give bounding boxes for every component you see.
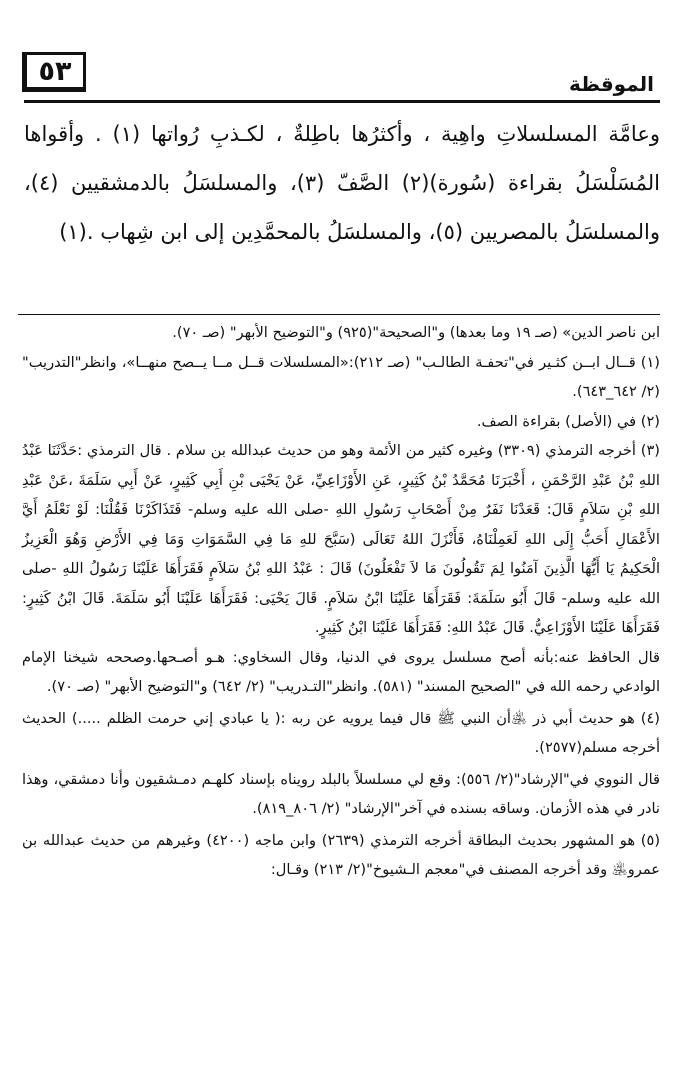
- footnote-separator: [18, 314, 660, 315]
- footnote-2: (٢) في (الأصل) بقراءة الصف.: [476, 412, 660, 430]
- footnotes: [22, 318, 660, 885]
- footnote-continuation: ابن ناصر الدين» (صـ ١٩ وما بعدها) و"الصحيحة"(٩٢٥) و"التوضيح الأبهر" (صـ ٧٠).: [172, 324, 660, 341]
- header-rule: [24, 100, 660, 103]
- footnote-5: (٥) هو المشهور بحديث البطاقة أخرجه الترمذي (٢٦٣٩) وابن ماجه (٤٢٠٠) وغيرهم من حديث عبدالله بن عمرو﵁ وقد أخرجه المصنف في"معجم الـشيوخ"(٢/ ٢١٣) وقـال:: [22, 831, 661, 878]
- footnote-3: (٣) أخرجه الترمذي (٣٣٠٩) وغيره كثير من الأئمة وهو من حديث عبدالله بن سلام . قال الترمذي :حَدَّثَنَا عَبْدُ اللهِ بْنُ عَبْدِ الرَّحْمَنِ ، أَخْبَرَنَا مُحَمَّدُ بْنُ كَثِيرٍ، عَنِ الأَوْزَاعِيِّ، عَنْ يَحْيَى بْنِ أَبِي كَثِيرٍ، عَنْ أَبِي سَلَمَةَ ،عَنْ عَبْدِ اللهِ بْنِ سَلاَمٍ قَالَ: قَعَدْنَا نَفَرٌ مِنْ أَصْحَابِ رَسُولِ اللهِ -صلى الله عليه وسلم- فَتَذَاكَرْنَا فَقُلْنَا: لَوْ نَعْلَمُ أَيَّ الأَعْمَالِ أَحَبُّ إِلَى اللهِ لَعَمِلْنَاهُ، فَأَنْزَلَ اللهُ تَعَالَى (سَبَّحَ للهِ مَا فِي السَّمَوَاتِ وَمَا فِي الأَرْضِ وَهُوَ الْعَزِيزُ الْحَكِيمُ يَا أَيُّهَا الَّذِينَ آمَنُوا لِمَ تَقُولُونَ مَا لاَ تَفْعَلُونَ) قَالَ : عَبْدُ اللهِ بْنُ سَلاَمٍ فَقَرَأَهَا عَلَيْنَا رَسُولُ اللهِ -صلى الله عليه وسلم- قَالَ أَبُو سَلَمَةَ: فَقَرَأَهَا عَلَيْنَا ابْنُ سَلاَمٍ. قَالَ يَحْيَى: فَقَرَأَهَا عَلَيْنَا أَبُو سَلَمَةَ. قَالَ ابْنُ كَثِيرٍ: فَقَرَأَهَا عَلَيْنَا الأَوْزَاعِيُّ. قَالَ عَبْدُ اللهِ: فَقَرَأَهَا عَلَيْنَا ابْنُ كَثِيرٍ.: [22, 442, 660, 636]
- footnote-1: (١) قــال ابــن كثـير في"تحفـة الطالـب" (صـ ٢١٢):«المسلسلات قــل مــا يــصح منهــا»، وانظر"التدريب" (٢/ ٦٤٢_٦٤٣).: [22, 353, 660, 400]
- main-text: [24, 110, 660, 257]
- main-paragraph: وعامَّة المسلسلاتِ واهِية ، وأكثرُها باطِلةٌ ، لكـذبِ رُواتها (١) . وأقواها المُسَلْسَلُ بقراءة (سُورة)(٢) الصَّفّ (٣)، والمسلسَلُ بالدمشقيين (٤)، والمسلسَلُ بالمصريين (٥)، والمسلسَلُ بالمحمَّدِين إلى ابن شِهاب .(١): [24, 122, 660, 244]
- footnote-4-note: قال النووي في"الإرشاد"(٢/ ٥٥٦): وقع لي مسلسلاً بالبلد رويناه بإسناد كلهـم دمـشقيون وأنا دمشقي، وهذا نادر في هذه الأزمان. وساقه بسنده في آخر"الإرشاد" (٢/ ٨٠٦_٨١٩).: [22, 770, 660, 817]
- page-number: ٥٣: [38, 55, 72, 87]
- footnote-3-note: قال الحافظ عنه:بأنه أصح مسلسل يروى في الدنيا، وقال السخاوي: هـو أصـحها.وصححه شيخنا الإمام الوادعي رحمه الله في "الصحيح المسند" (٥٨١). وانظر"التـدريب" (٢/ ٦٤٢) و"التوضيح الأبهر" (صـ ٧٠).: [22, 648, 660, 695]
- footnote-4: (٤) هو حديث أبي ذر ﵁أن النبي ﷺ قال فيما يرويه عن ربه :( يا عبادي إني حرمت الظلم .....) الحديث أخرجه مسلم(٢٥٧٧).: [22, 709, 660, 756]
- running-header-title: الموقظة: [568, 72, 654, 96]
- page-number-box: [22, 52, 86, 92]
